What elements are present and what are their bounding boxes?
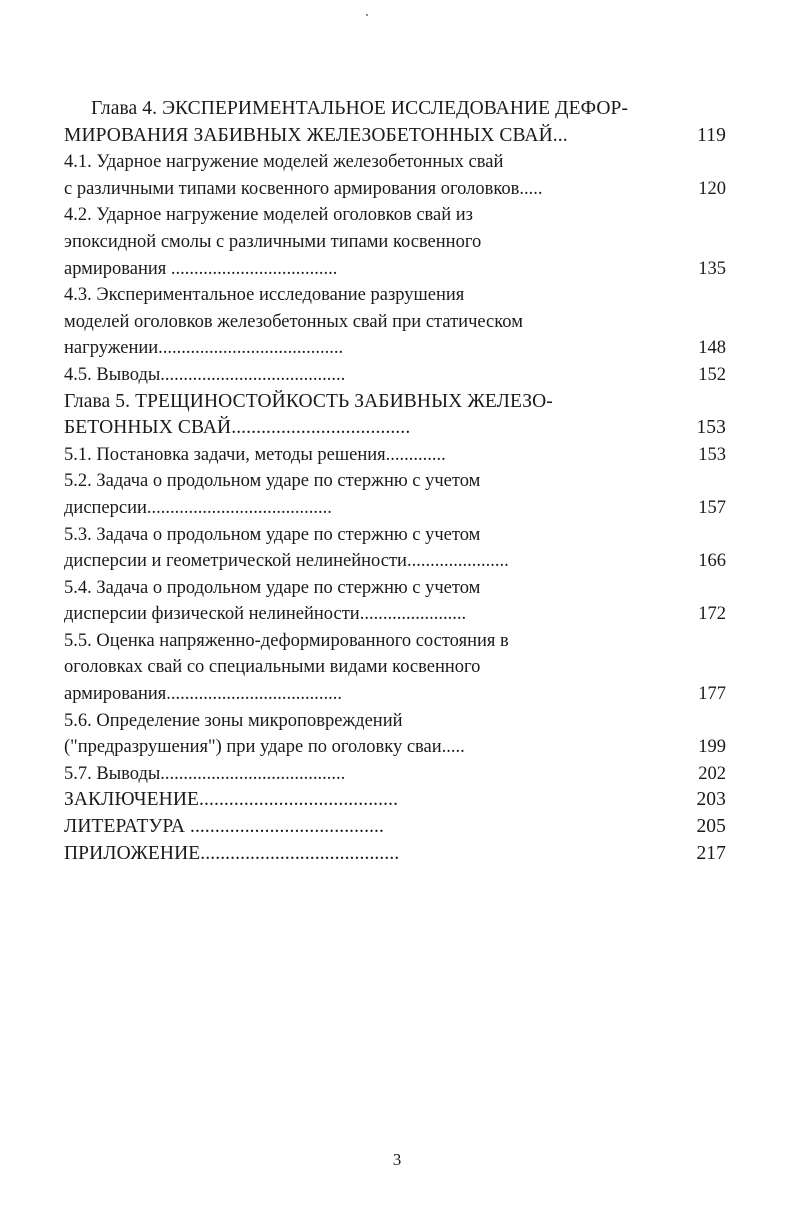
toc-page-number: 202	[698, 763, 726, 784]
toc-entry-text: дисперсии физической нелинейности.......................	[64, 604, 467, 625]
toc-entry-text: БЕТОННЫХ СВАЙ....................................	[64, 417, 411, 439]
toc-line	[64, 548, 726, 575]
toc-entry-text: дисперсии........................................	[64, 497, 332, 518]
toc-page-number: 166	[698, 551, 726, 572]
page-number-footer: 3	[392, 1150, 402, 1169]
toc-line	[64, 202, 726, 229]
toc-line	[64, 841, 726, 868]
toc-line	[64, 149, 726, 176]
toc-line	[64, 628, 726, 655]
toc-page-number: 120	[698, 178, 726, 199]
toc-line	[64, 362, 726, 389]
toc-entry-text: 5.2. Задача о продольном ударе по стержню с учетом	[64, 471, 481, 492]
scan-speck	[366, 14, 368, 16]
toc-line	[64, 229, 726, 256]
toc-line	[64, 123, 726, 150]
toc-line	[64, 309, 726, 336]
toc-page-number: 153	[696, 417, 726, 439]
toc-page-number: 172	[698, 604, 726, 625]
toc-entry-text: 5.4. Задача о продольном ударе по стержню с учетом	[64, 577, 481, 598]
toc-entry-text: 4.1. Ударное нагружение моделей железобетонных свай	[64, 152, 504, 173]
toc-line	[64, 282, 726, 309]
toc-entry-text: нагружении........................................	[64, 338, 344, 359]
toc-entry-text: 4.5. Выводы........................................	[64, 364, 346, 385]
toc-entry-text: 5.5. Оценка напряженно-деформированного состояния в	[64, 630, 509, 651]
toc-entry-text: армирования......................................	[64, 684, 343, 705]
toc-line	[64, 256, 726, 283]
toc-entry-text: с различными типами косвенного армирования оголовков.....	[64, 178, 543, 199]
toc-entry-text: ПРИЛОЖЕНИЕ........................................	[64, 842, 400, 864]
table-of-contents	[64, 96, 726, 867]
toc-entry-text: ("предразрушения") при ударе по оголовку сваи.....	[64, 737, 465, 758]
toc-page-number: 153	[698, 444, 726, 465]
toc-page-number: 119	[697, 124, 726, 146]
toc-entry-text: МИРОВАНИЯ ЗАБИВНЫХ ЖЕЛЕЗОБЕТОННЫХ СВАЙ...	[64, 124, 568, 146]
toc-page-number: 199	[698, 737, 726, 758]
toc-line	[64, 442, 726, 469]
toc-line	[64, 681, 726, 708]
toc-entry-text: 5.1. Постановка задачи, методы решения.............	[64, 444, 446, 465]
toc-entry-text: Глава 4. ЭКСПЕРИМЕНТАЛЬНОЕ ИССЛЕДОВАНИЕ ДЕФОР-	[91, 98, 629, 119]
toc-line	[64, 814, 726, 841]
toc-entry-text: моделей оголовков железобетонных свай при статическом	[64, 311, 523, 332]
toc-entry-text: 5.7. Выводы........................................	[64, 763, 346, 784]
toc-page-number: 148	[698, 338, 726, 359]
toc-line	[64, 415, 726, 442]
toc-page-number: 203	[696, 789, 726, 811]
toc-line	[64, 761, 726, 788]
toc-entry-text: 5.6. Определение зоны микроповреждений	[64, 710, 403, 731]
toc-entry-text: 5.3. Задача о продольном ударе по стержню с учетом	[64, 524, 481, 545]
toc-line	[64, 522, 726, 549]
toc-page-number: 135	[698, 258, 726, 279]
toc-line	[64, 654, 726, 681]
toc-entry-text: оголовках свай со специальными видами косвенного	[64, 657, 481, 678]
toc-entry-text: 4.3. Экспериментальное исследование разрушения	[64, 285, 465, 306]
toc-page-number: 157	[698, 497, 726, 518]
toc-line	[64, 575, 726, 602]
toc-entry-text: Глава 5. ТРЕЩИНОСТОЙКОСТЬ ЗАБИВНЫХ ЖЕЛЕЗО-	[64, 390, 553, 412]
toc-line	[64, 601, 726, 628]
toc-entry-text: эпоксидной смолы с различными типами косвенного	[64, 231, 482, 252]
toc-line	[64, 176, 726, 203]
toc-line	[64, 389, 726, 416]
toc-entry-text: дисперсии и геометрической нелинейности......................	[64, 551, 509, 572]
toc-line	[64, 468, 726, 495]
toc-line	[64, 495, 726, 522]
toc-line	[64, 335, 726, 362]
toc-entry-text: ЛИТЕРАТУРА .......................................	[64, 816, 384, 838]
toc-entry-text: армирования ....................................	[64, 258, 338, 279]
toc-line	[64, 734, 726, 761]
toc-entry-text: ЗАКЛЮЧЕНИЕ........................................	[64, 789, 399, 811]
toc-page-number: 205	[696, 816, 726, 838]
toc-line	[64, 96, 726, 123]
toc-line	[64, 787, 726, 814]
toc-page-number: 152	[698, 364, 726, 385]
toc-page-number: 177	[698, 684, 726, 705]
toc-line	[64, 708, 726, 735]
toc-entry-text: 4.2. Ударное нагружение моделей оголовков свай из	[64, 205, 473, 226]
toc-page-number: 217	[696, 842, 726, 864]
